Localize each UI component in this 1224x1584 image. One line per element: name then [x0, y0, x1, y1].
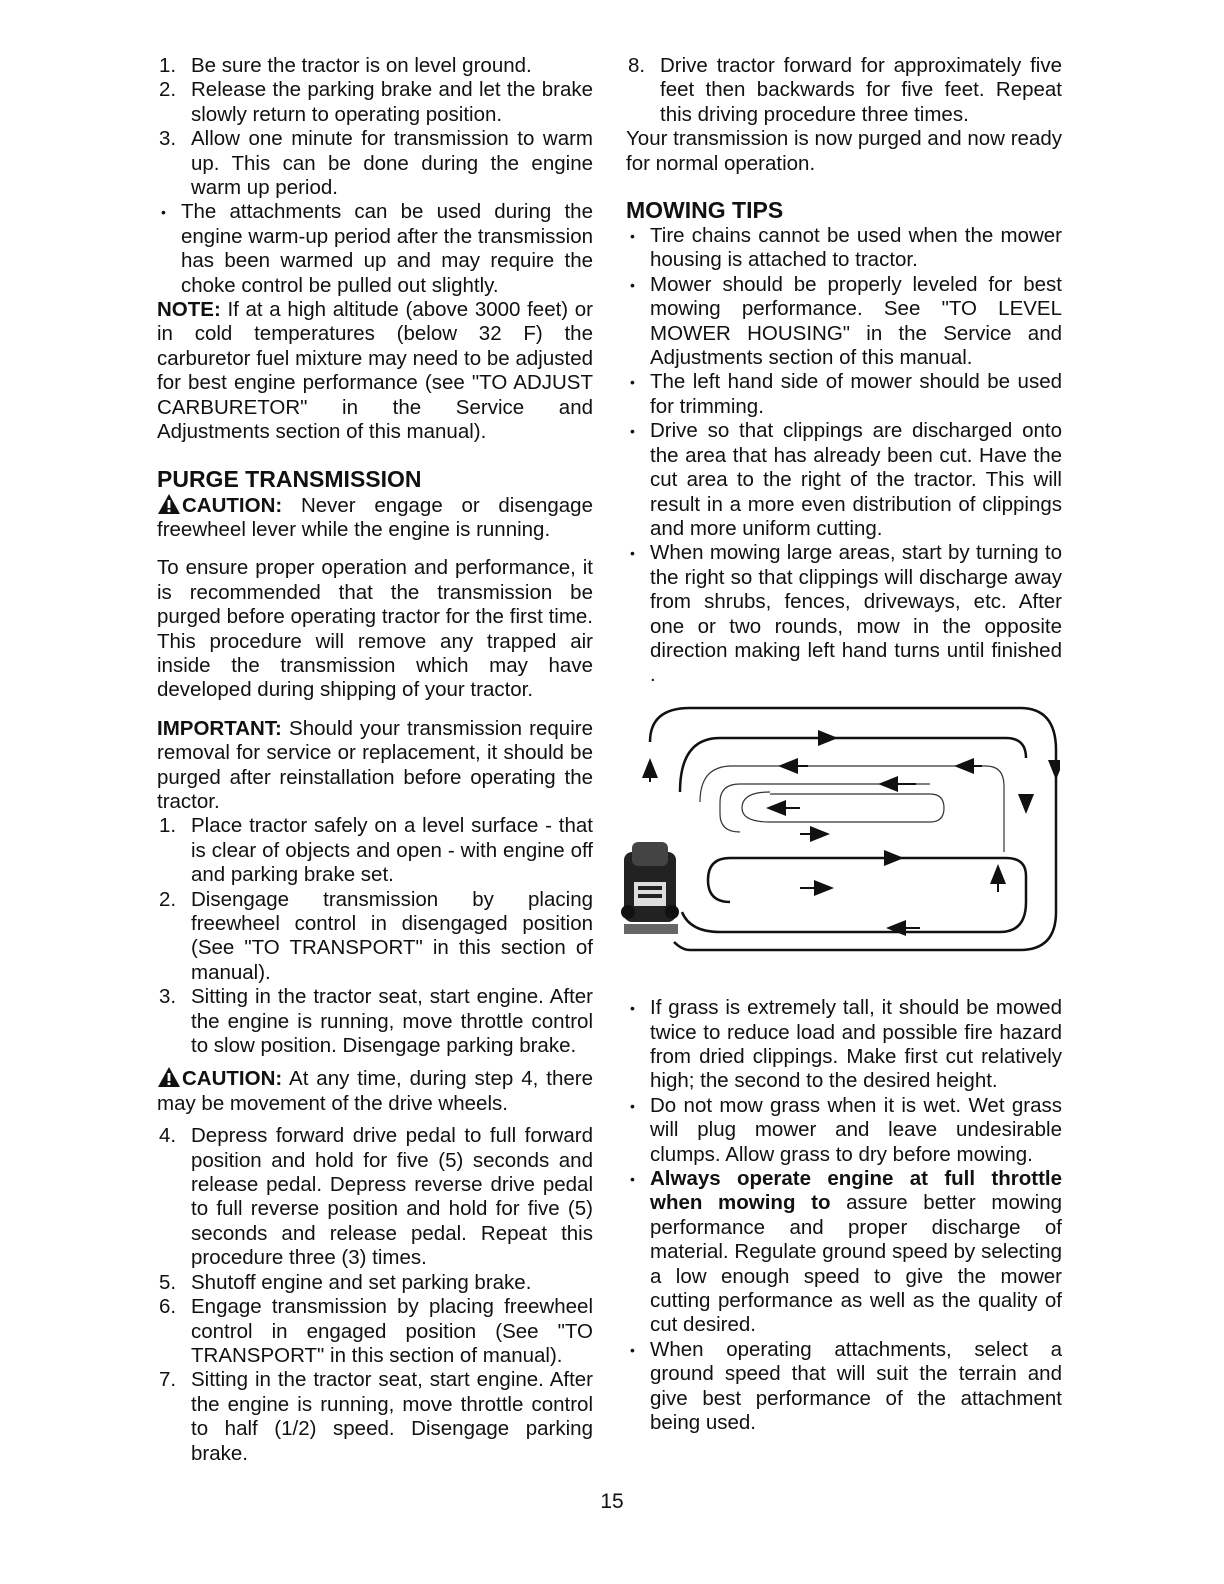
list-item: 1. Be sure the tractor is on level ground.: [159, 54, 532, 77]
warning-triangle-icon: [157, 1066, 181, 1088]
list-item: • Do not mow grass when it is wet. Wet grass will plug mower and leave undesirable clumps. Allow grass to dry before mowing.: [626, 1094, 1062, 1167]
list-item: • Mower should be properly leveled for best mowing performance. See "TO LEVEL MOWER HOUSING" in the Service and Adjustments section of this manual.: [626, 273, 1062, 371]
caution-label: CAUTION:: [182, 1067, 283, 1091]
tractor-icon: [621, 842, 679, 934]
left-column: [157, 54, 593, 1466]
list-item: 2. Disengage transmission by placing freewheel control in disengaged position (See "TO TRANSPORT" in this section of manual).: [159, 887, 593, 984]
note-label: NOTE:: [157, 298, 221, 322]
list-item: 5. Shutoff engine and set parking brake.: [159, 1270, 532, 1294]
warmup-steps: [157, 54, 593, 200]
list-item: • The left hand side of mower should be used for trimming.: [626, 370, 1062, 419]
list-item: • If grass is extremely tall, it should be mowed twice to reduce load and possible fire hazard from dried clippings. Make first cut relatively high; the second to the desired height.: [626, 996, 1062, 1094]
list-item: 3. Allow one minute for transmission to warm up. This can be done during the engine warm up period.: [159, 127, 593, 200]
mowing-heading: MOWING TIPS: [626, 197, 784, 224]
caution-paragraph: CAUTION: Never engage or disengage freewheel lever while the engine is running.: [157, 493, 593, 541]
warning-triangle-icon: [157, 493, 181, 515]
note-paragraph: NOTE: If at a high altitude (above 3000 feet) or in cold temperatures (below 32 F) the carburetor fuel mixture may need to be adjusted for best engine performance (see "TO ADJUST CARBURETOR" in the Service and Adjustments section of this manual).: [157, 298, 593, 444]
right-column: [626, 54, 1062, 1435]
list-item: 4. Depress forward drive pedal to full forward position and hold for five (5) seconds and release pedal. Depress reverse drive pedal to full reverse position and hold for five (5) seconds and release pedal. Repeat this procedure three (3) times.: [159, 1124, 593, 1270]
important-label: IMPORTANT:: [157, 716, 282, 740]
outer-path: [650, 708, 1056, 950]
list-item: • When mowing large areas, start by turning to the right so that clippings will discharge away from shrubs, fences, driveways, etc. After one or two rounds, mow in the opposite direction making left hand turns until finished .: [626, 541, 1062, 687]
warmup-bullet: [157, 200, 593, 298]
important-paragraph: IMPORTANT: Should your transmission require removal for service or replacement, it should be purged after reinstallation before operating the tractor.: [157, 716, 593, 813]
mowing-tips-continued: [626, 996, 1062, 1435]
caution-paragraph: CAUTION: At any time, during step 4, there may be movement of the drive wheels.: [157, 1067, 593, 1115]
page-number: 15: [600, 1490, 624, 1513]
list-item: 2. Release the parking brake and let the brake slowly return to operating position.: [159, 78, 593, 126]
list-item: 8. Drive tractor forward for approximately five feet then backwards for five feet. Repeat this driving procedure three times.: [628, 54, 1062, 126]
purge-steps-continued: [157, 1124, 593, 1466]
list-item: 6. Engage transmission by placing freewheel control in engaged position (See "TO TRANSPORT" in this section of manual).: [159, 1295, 593, 1367]
list-item: • The attachments can be used during the engine warm-up period after the transmission has been warmed up and may require the choke control be pulled out slightly.: [157, 200, 593, 298]
list-item: • When operating attachments, select a ground speed that will suit the terrain and give best performance of the attachment being used.: [626, 1338, 1062, 1436]
purge-heading: PURGE TRANSMISSION: [157, 465, 422, 492]
mowing-tips: [626, 224, 1062, 688]
throttle-bold-text: Always operate engine at full throttle when mowing to: [650, 1167, 1062, 1215]
purge-steps: [157, 814, 593, 1058]
mowing-pattern-diagram: [620, 702, 1060, 972]
list-item: 3. Sitting in the tractor seat, start engine. After the engine is running, move throttle control to slow position. Disengage parking brake.: [159, 985, 593, 1058]
purged-paragraph: Your transmission is now purged and now ready for normal operation.: [626, 127, 1062, 175]
list-item: • Tire chains cannot be used when the mower housing is attached to tractor.: [626, 224, 1062, 273]
list-item: • Always operate engine at full throttle when mowing to assure better mowing performance and proper discharge of material. Regulate ground speed by selecting a low enough speed to give the mower cutting performance as well as the quality of cut desired.: [626, 1167, 1062, 1338]
list-item: 1. Place tractor safely on a level surface - that is clear of objects and open - with engine off and parking brake set.: [159, 814, 593, 887]
caution-label: CAUTION:: [182, 493, 283, 517]
list-item: • Drive so that clippings are discharged onto the area that has already been cut. Have the cut area to the right of the tractor. This will result in a more even distribution of clippings and more uniform cutting.: [626, 419, 1062, 541]
purge-steps-final: [626, 54, 1062, 127]
purge-paragraph: To ensure proper operation and performance, it is recommended that the transmission be purged before operating tractor for the first time. This procedure will remove any trapped air inside the transmission which may have developed during shipping of your tractor.: [157, 556, 593, 702]
list-item: 7. Sitting in the tractor seat, start engine. After the engine is running, move throttle control to half (1/2) speed. Disengage parking brake.: [159, 1368, 593, 1465]
inner-path: [682, 858, 1026, 932]
